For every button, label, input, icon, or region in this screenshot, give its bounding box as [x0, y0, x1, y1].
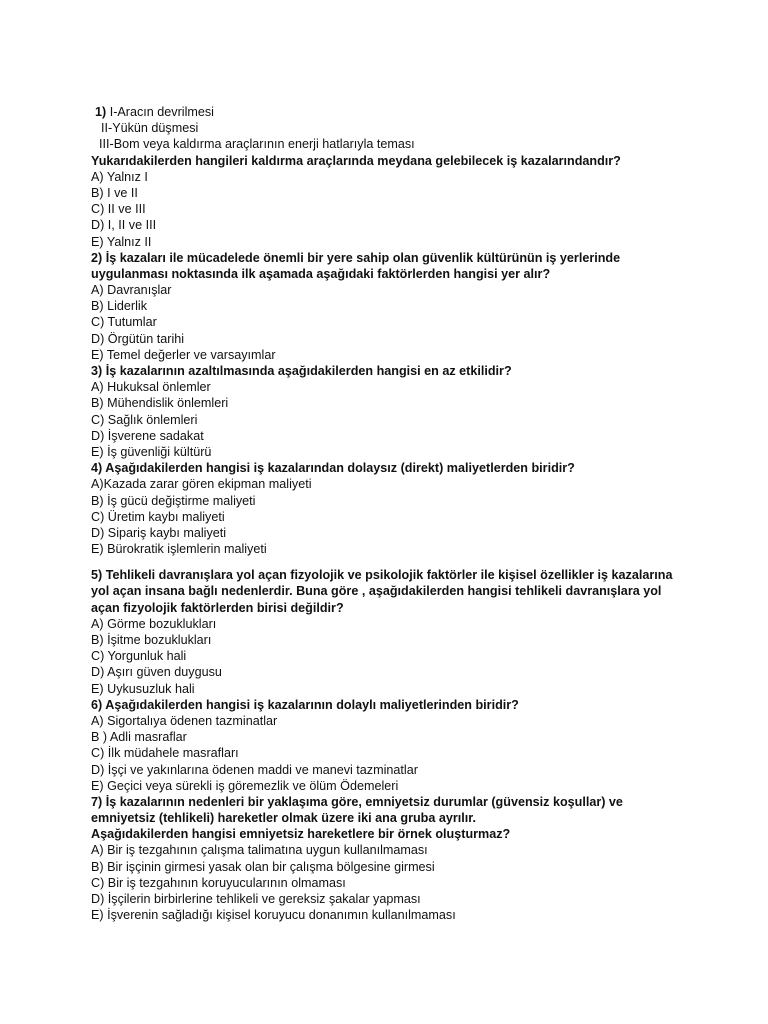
question-4-option-c: C) Üretim kaybı maliyeti	[91, 509, 225, 524]
question-5-stem-1: 5) Tehlikeli davranışlara yol açan fizyolojik ve psikolojik faktörler ile kişisel özellikler iş kazalarına	[91, 568, 673, 583]
question-number: 5)	[91, 568, 103, 583]
question-3-option-c: C) Sağlık önlemleri	[91, 412, 198, 427]
question-7-stem-1: 7) İş kazalarının nedenleri bir yaklaşıma göre, emniyetsiz durumlar (güvensiz koşullar) ve	[91, 794, 623, 809]
question-5-stem-2: yol açan insana bağlı nedenlerdir. Buna göre , aşağıdakilerden hangisi tehlikeli davranışlara yol	[91, 584, 662, 599]
question-number: 1)	[95, 105, 107, 119]
question-5-option-e: E) Uykusuzluk hali	[91, 681, 195, 696]
paragraph-gap	[91, 557, 691, 567]
question-1-premise-3: III-Bom veya kaldırma araçlarının enerji hatlarıyla teması	[99, 137, 415, 152]
question-5-option-c: C) Yorgunluk hali	[91, 649, 187, 664]
question-number: 4)	[91, 461, 103, 476]
question-4-option-a: A)Kazada zarar gören ekipman maliyeti	[91, 477, 312, 492]
question-2-option-b: B) Liderlik	[91, 299, 147, 314]
question-3-option-e: E) İş güvenliği kültürü	[91, 444, 212, 459]
question-5-option-a: A) Görme bozuklukları	[91, 616, 217, 631]
question-7-stem-2: emniyetsiz (tehlikeli) hareketler olmak üzere iki ana gruba ayrılır.	[91, 811, 476, 826]
question-4-option-b: B) İş gücü değiştirme maliyeti	[91, 493, 256, 508]
question-2-stem-1: 2) İş kazaları ile mücadelede önemli bir yere sahip olan güvenlik kültürünün iş yerlerinde	[91, 250, 621, 265]
question-number: 6)	[91, 697, 103, 712]
question-7-option-c: C) Bir iş tezgahının koruyucularının olmaması	[91, 875, 346, 890]
question-6-option-c: C) İlk müdahele masrafları	[91, 746, 239, 761]
question-6-option-d: D) İşçi ve yakınlarına ödenen maddi ve manevi tazminatlar	[91, 762, 418, 777]
question-7-option-b: B) Bir işçinin girmesi yasak olan bir çalışma bölgesine girmesi	[91, 859, 435, 874]
question-2-option-e: E) Temel değerler ve varsayımlar	[91, 347, 276, 362]
question-4-stem: 4) Aşağıdakilerden hangisi iş kazalarından dolaysız (direkt) maliyetlerden biridir?	[91, 461, 575, 476]
question-number: 2)	[91, 250, 103, 265]
question-6-option-e: E) Geçici veya sürekli iş göremezlik ve ölüm Ödemeleri	[91, 778, 399, 793]
question-6-option-a: A) Sigortalıya ödenen tazminatlar	[91, 713, 278, 728]
question-1-premise-2: II-Yükün düşmesi	[101, 121, 199, 136]
question-2-option-c: C) Tutumlar	[91, 315, 157, 330]
question-3-stem: 3) İş kazalarının azaltılmasında aşağıdakilerden hangisi en az etkilidir?	[91, 364, 512, 378]
question-1-option-b: B) I ve II	[91, 185, 138, 200]
question-5-option-d: D) Aşırı güven duygusu	[91, 665, 222, 680]
question-3-option-d: D) İşverene sadakat	[91, 428, 204, 443]
question-4-option-e: E) Bürokratik işlemlerin maliyeti	[91, 542, 267, 557]
question-5-option-b: B) İşitme bozuklukları	[91, 633, 212, 647]
question-1-option-e: E) Yalnız II	[91, 234, 152, 249]
question-1-option-a: A) Yalnız I	[91, 169, 148, 184]
question-number: 3)	[91, 364, 103, 378]
question-5-stem-3: açan fizyolojik faktörlerden birisi değildir?	[91, 600, 344, 615]
question-7-option-a: A) Bir iş tezgahının çalışma talimatına uygun kullanılmaması	[91, 843, 428, 858]
question-1-option-c: C) II ve III	[91, 202, 146, 217]
question-2-option-d: D) Örgütün tarihi	[91, 331, 185, 346]
question-2-stem-2: uygulanması noktasında ilk aşamada aşağıdaki faktörlerden hangisi yer alır?	[91, 266, 551, 281]
question-number: 7)	[91, 794, 103, 809]
question-1-stem: Yukarıdakilerden hangileri kaldırma araçlarında meydana gelebilecek iş kazalarındandır?	[91, 153, 621, 168]
question-1-premise-1: 1) I-Aracın devrilmesi	[95, 105, 214, 119]
question-7-option-d: D) İşçilerin birbirlerine tehlikeli ve gereksiz şakalar yapması	[91, 892, 421, 906]
question-2-option-a: A) Davranışlar	[91, 283, 172, 298]
question-7-stem-3: Aşağıdakilerden hangisi emniyetsiz hareketlere bir örnek oluşturmaz?	[91, 827, 511, 842]
question-1-option-d: D) I, II ve III	[91, 218, 157, 233]
question-6-option-b: B ) Adli masraflar	[91, 730, 187, 745]
question-3-option-a: A) Hukuksal önlemler	[91, 380, 211, 395]
question-3-option-b: B) Mühendislik önlemleri	[91, 396, 229, 411]
question-4-option-d: D) Sipariş kaybı maliyeti	[91, 525, 227, 540]
question-6-stem: 6) Aşağıdakilerden hangisi iş kazalarının dolaylı maliyetlerinden biridir?	[91, 697, 519, 712]
question-7-option-e: E) İşverenin sağladığı kişisel koruyucu donanımın kullanılmaması	[91, 908, 456, 923]
question-list	[91, 104, 691, 923]
